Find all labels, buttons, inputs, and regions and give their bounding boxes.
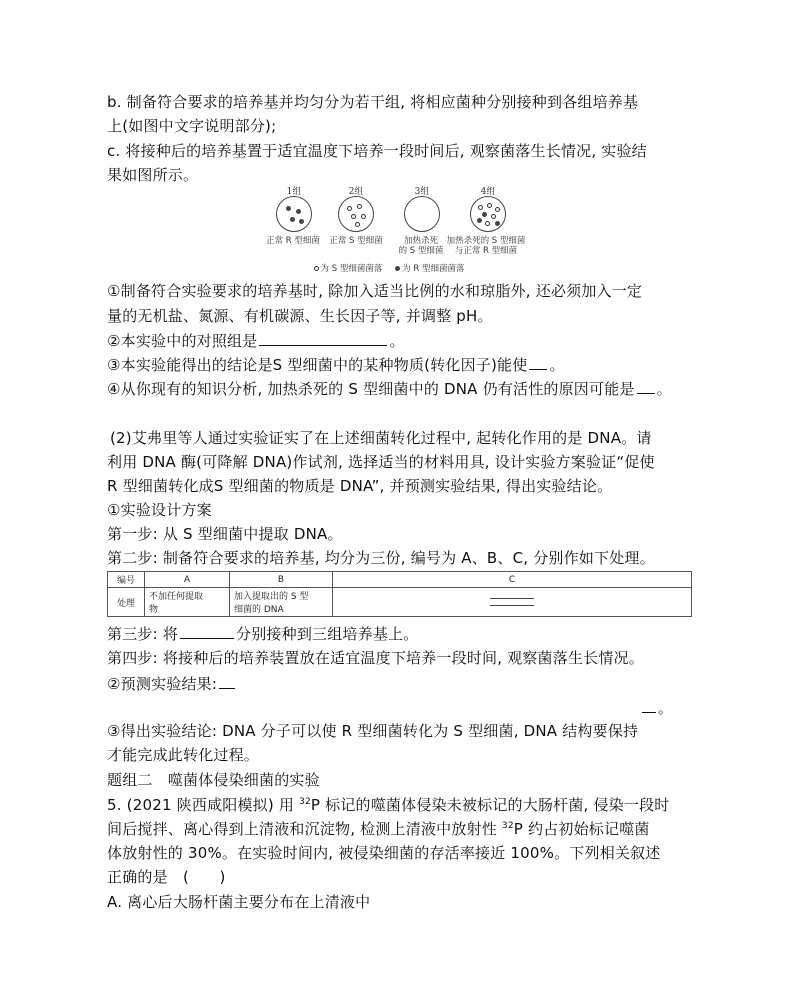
table-header: B bbox=[230, 572, 333, 588]
text-line: 上(如图中文字说明部分); bbox=[107, 117, 277, 135]
s-colony-legend-icon bbox=[314, 266, 319, 271]
s-colony bbox=[485, 221, 490, 226]
text-line: 第一步: 从 S 型细菌中提取 DNA。 bbox=[107, 525, 343, 543]
colony-figure bbox=[258, 184, 526, 276]
petri-dish-1 bbox=[276, 196, 312, 232]
text-line: 。 bbox=[640, 697, 673, 718]
text-line: ③本实验能得出的结论是S 型细菌中的某种物质(转化因子)能使 。 bbox=[107, 356, 565, 374]
answer-blank[interactable] bbox=[529, 354, 547, 370]
text-line: 正确的是 ( ) bbox=[107, 868, 226, 886]
group-label: 1组 bbox=[286, 187, 302, 197]
dish-caption: 加热杀死 的 S 型细菌 bbox=[398, 236, 444, 256]
s-colony bbox=[361, 214, 366, 219]
table-cell: 不加任何提取 物 bbox=[145, 588, 230, 617]
text-line: 果如图所示。 bbox=[107, 166, 199, 184]
answer-blank[interactable] bbox=[219, 673, 235, 689]
group-label: 2组 bbox=[348, 187, 364, 197]
table-cell: 处理 bbox=[108, 588, 145, 617]
petri-dish-2 bbox=[338, 196, 374, 232]
s-colony bbox=[351, 214, 356, 219]
text-line: 才能完成此转化过程。 bbox=[107, 746, 260, 764]
petri-dish-4 bbox=[470, 196, 506, 232]
text-line: 5. (2021 陕西咸阳模拟) 用 $^{32}$P 标记的噬菌体侵染未被标记的大肠杆菌, 侵染一段时 bbox=[107, 796, 670, 814]
s-colony bbox=[357, 204, 362, 209]
dish-caption: 加热杀死的 S 型细菌 与正常 R 型细菌 bbox=[446, 236, 526, 256]
text-line: ②本实验中的对照组是 。 bbox=[107, 332, 405, 350]
s-colony bbox=[478, 205, 483, 210]
s-colony bbox=[355, 222, 360, 227]
table-cell: 加入提取出的 S 型 细菌的 DNA bbox=[230, 588, 333, 617]
text-line: 利用 DNA 酶(可降解 DNA)作试剂, 选择适当的材料用具, 设计实验方案验证“促使 bbox=[107, 453, 655, 471]
r-colony bbox=[495, 221, 500, 226]
group-label: 3组 bbox=[414, 187, 430, 197]
text-line: 第三步: 将 分别接种到三组培养基上。 bbox=[107, 625, 419, 643]
answer-blank[interactable] bbox=[180, 623, 234, 639]
petri-dish-3 bbox=[404, 196, 440, 232]
r-colony-legend-icon bbox=[395, 266, 400, 271]
text-line: 量的无机盐、氮源、有机碳源、生长因子等, 并调整 pH。 bbox=[107, 307, 493, 325]
r-colony bbox=[482, 212, 487, 217]
text-line: 第二步: 制备符合要求的培养基, 均分为三份, 编号为 A、B、C, 分别作如下处理。 bbox=[107, 549, 655, 567]
figure-legend: 为 S 型细菌菌落 为 R 型细菌菌落 bbox=[268, 262, 508, 274]
r-colony bbox=[299, 219, 304, 224]
text-line: ③得出实验结论: DNA 分子可以使 R 型细菌转化为 S 型细菌, DNA 结构要保持 bbox=[107, 722, 639, 740]
text-line: ④从你现有的知识分析, 加热杀死的 S 型细菌中的 DNA 仍有活性的原因可能是 。 bbox=[107, 380, 672, 398]
text-line: 体放射性的 30%。在实验时间内, 被侵染细菌的存活率接近 100%。下列相关叙述 bbox=[107, 844, 661, 862]
table-cell-blank[interactable] bbox=[333, 588, 692, 617]
s-colony bbox=[491, 214, 496, 219]
text-line: c. 将接种后的培养基置于适宜温度下培养一段时间后, 观察菌落生长情况, 实验结 bbox=[107, 142, 647, 160]
section-title: 题组二 噬菌体侵染细菌的实验 bbox=[107, 771, 320, 789]
s-colony bbox=[487, 203, 492, 208]
answer-blank[interactable] bbox=[259, 330, 387, 346]
table-header: C bbox=[333, 572, 692, 588]
answer-blank[interactable] bbox=[642, 697, 656, 713]
dish-caption: 正常 S 型细菌 bbox=[329, 236, 383, 246]
dish-caption: 正常 R 型细菌 bbox=[266, 236, 320, 246]
text-line: 间后搅拌、离心得到上清液和沉淀物, 检测上清液中放射性 $^{32}$P 约占初始标记噬菌 bbox=[107, 820, 650, 838]
r-colony bbox=[290, 217, 295, 222]
treatment-table bbox=[107, 571, 692, 617]
text-line: R 型细菌转化成S 型细菌的物质是 DNA”, 并预测实验结果, 得出实验结论。 bbox=[107, 477, 613, 495]
text-line: b. 制备符合要求的培养基并均匀分为若干组, 将相应菌种分别接种到各组培养基 bbox=[107, 93, 639, 111]
r-colony bbox=[477, 218, 482, 223]
text-line: 第四步: 将接种后的培养装置放在适宜温度下培养一段时间, 观察菌落生长情况。 bbox=[107, 649, 644, 667]
answer-blank[interactable] bbox=[637, 378, 655, 394]
r-colony bbox=[296, 209, 301, 214]
table-header: A bbox=[145, 572, 230, 588]
text-line: ②预测实验结果: bbox=[107, 673, 237, 694]
s-colony bbox=[495, 207, 500, 212]
s-colony bbox=[347, 206, 352, 211]
r-colony bbox=[286, 206, 291, 211]
text-line: ①实验设计方案 bbox=[107, 501, 212, 519]
text-line: (2)艾弗里等人通过实验证实了在上述细菌转化过程中, 起转化作用的是 DNA。请 bbox=[110, 429, 652, 447]
option-a: A. 离心后大肠杆菌主要分布在上清液中 bbox=[107, 893, 371, 911]
text-line: ①制备符合实验要求的培养基时, 除加入适当比例的水和琼脂外, 还必须加入一定 bbox=[107, 282, 643, 300]
table-header: 编号 bbox=[108, 572, 145, 588]
group-label: 4组 bbox=[480, 187, 496, 197]
